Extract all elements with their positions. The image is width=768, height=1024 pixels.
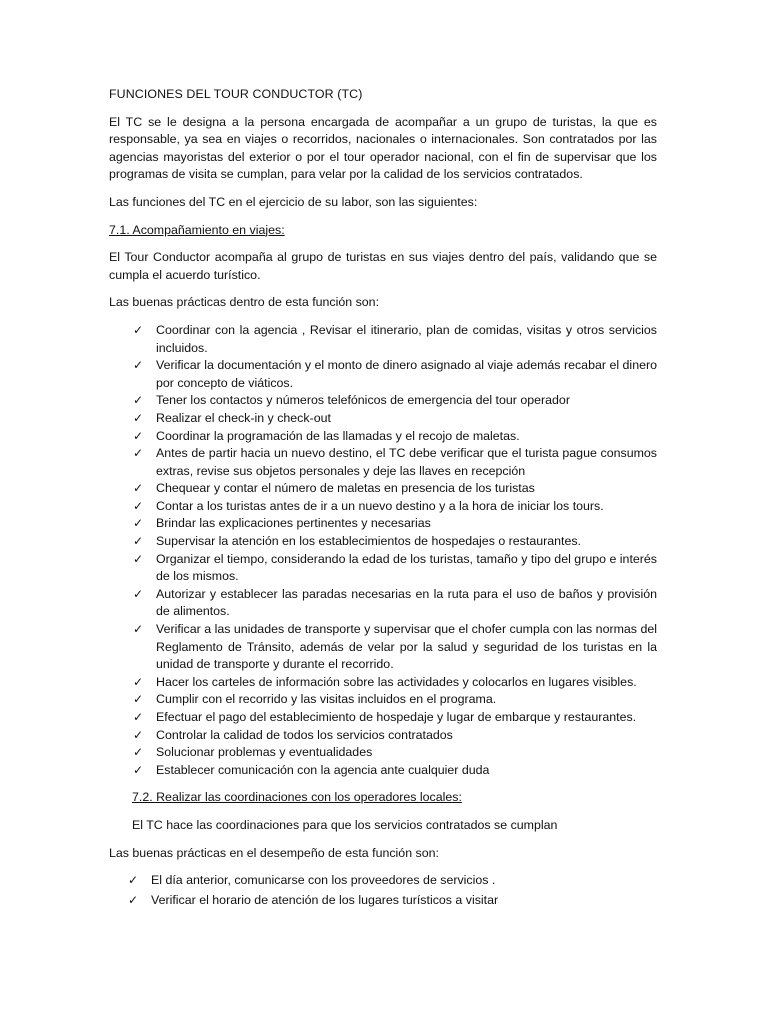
checklist-item-text: Autorizar y establecer las paradas necesarias en la ruta para el uso de baños y provisión de alimentos. <box>156 586 657 619</box>
intro-paragraph: El TC se le designa a la persona encargada de acompañar a un grupo de turistas, la que es responsable, ya sea en viajes o recorridos, nacionales o internacionales. Son contratados por las agencias mayoristas del exterior o por el tour operador nacional, con el fin de supervisar que los programas de visita se cumplan, para velar por la calidad de los servicios contratados. <box>109 114 657 182</box>
checklist-item-text: Verificar a las unidades de transporte y supervisar que el chofer cumpla con las normas del Reglamento de Tránsito, además de velar por la salud y seguridad de los turistas en la unidad de transporte y durante el recorrido. <box>156 622 657 672</box>
checklist-item <box>109 892 657 910</box>
checklist-item-text: Hacer los carteles de información sobre las actividades y colocarlos en lugares visibles. <box>156 674 637 689</box>
section1-practices-intro: Las buenas prácticas dentro de esta función son: <box>109 295 380 310</box>
checkmark-icon: ✓ <box>133 762 144 777</box>
checkmark-icon: ✓ <box>133 622 144 637</box>
checklist-item <box>109 533 657 551</box>
checklist-item <box>109 691 657 709</box>
checklist-item-text: Verificar la documentación y el monto de dinero asignado al viaje además recabar el dinero por concepto de viáticos. <box>156 358 657 390</box>
checkmark-icon: ✓ <box>133 481 144 496</box>
checklist-item <box>109 709 657 727</box>
checklist-item <box>109 674 657 692</box>
checklist-item-text: Chequear y contar el número de maletas en presencia de los turistas <box>156 481 535 496</box>
checkmark-icon: ✓ <box>133 710 144 724</box>
checklist-item-text: Efectuar el pago del establecimiento de hospedaje y lugar de embarque y restaurantes. <box>156 710 637 724</box>
section2-heading: 7.2. Realizar las coordinaciones con los operadores locales: <box>132 790 462 805</box>
checkmark-icon: ✓ <box>133 692 144 707</box>
checkmark-icon: ✓ <box>128 873 139 888</box>
section2-description: El TC hace las coordinaciones para que los servicios contratados se cumplan <box>132 817 558 832</box>
checklist-item-text: Coordinar con la agencia , Revisar el itinerario, plan de comidas, visitas y otros servicios incluidos. <box>156 322 657 355</box>
checklist-item-text: Brindar las explicaciones pertinentes y necesarias <box>156 516 431 531</box>
checkmark-icon: ✓ <box>133 358 144 373</box>
document-page <box>109 86 657 919</box>
checklist-item <box>109 428 657 446</box>
checkmark-icon: ✓ <box>133 551 144 566</box>
section2-checklist <box>109 872 657 909</box>
checklist-item <box>109 410 657 428</box>
checklist-item <box>109 872 657 890</box>
section1-checklist <box>109 322 657 779</box>
checkmark-icon: ✓ <box>133 534 144 549</box>
checklist-item <box>109 498 657 516</box>
checklist-item <box>109 762 657 780</box>
checklist-item <box>109 586 657 621</box>
checklist-item <box>109 357 657 392</box>
checklist-item <box>109 322 657 357</box>
section1-heading: 7.1. Acompañamiento en viajes: <box>109 222 285 237</box>
checklist-item-text: Realizar el check-in y check-out <box>156 410 331 425</box>
checkmark-icon: ✓ <box>133 674 144 689</box>
checklist-item-text: Contar a los turistas antes de ir a un nuevo destino y a la hora de iniciar los tours. <box>156 498 604 513</box>
checklist-item-text: Establecer comunicación con la agencia ante cualquier duda <box>156 762 490 777</box>
checklist-item-text: El día anterior, comunicarse con los proveedores de servicios . <box>151 873 496 888</box>
checklist-item <box>109 744 657 762</box>
checklist-item-text: Tener los contactos y números telefónicos de emergencia del tour operador <box>156 393 570 408</box>
checklist-item-text: Solucionar problemas y eventualidades <box>156 745 373 760</box>
document-title: FUNCIONES DEL TOUR CONDUCTOR (TC) <box>109 87 363 101</box>
checklist-item <box>109 515 657 533</box>
checklist-item <box>109 551 657 586</box>
checklist-item-text: Supervisar la atención en los establecimientos de hospedajes o restaurantes. <box>156 534 581 549</box>
checkmark-icon: ✓ <box>133 516 144 531</box>
checkmark-icon: ✓ <box>133 586 144 601</box>
checkmark-icon: ✓ <box>133 428 144 443</box>
checklist-item-text: Controlar la calidad de todos los servicios contratados <box>156 727 453 742</box>
checklist-item <box>109 480 657 498</box>
functions-intro: Las funciones del TC en el ejercicio de su labor, son las siguientes: <box>109 194 478 209</box>
checkmark-icon: ✓ <box>133 393 144 408</box>
section1-description: El Tour Conductor acompaña al grupo de turistas en sus viajes dentro del país, validando que se cumpla el acuerdo turístico. <box>109 250 657 282</box>
checklist-item-text: Antes de partir hacia un nuevo destino, el TC debe verificar que el turista pague consumos extras, revise sus objetos personales y deje las llaves en recepción <box>156 446 657 478</box>
checkmark-icon: ✓ <box>133 322 144 337</box>
section2-practices-intro: Las buenas prácticas en el desempeño de esta función son: <box>109 845 439 860</box>
checklist-item <box>109 392 657 410</box>
checklist-item <box>109 621 657 674</box>
checklist-item-text: Verificar el horario de atención de los lugares turísticos a visitar <box>151 892 499 907</box>
checklist-item <box>109 727 657 745</box>
checkmark-icon: ✓ <box>133 446 144 461</box>
checklist-item-text: Organizar el tiempo, considerando la edad de los turistas, tamaño y tipo del grupo e interés de los mismos. <box>156 551 657 584</box>
checklist-item-text: Coordinar la programación de las llamadas y el recojo de maletas. <box>156 428 520 443</box>
checklist-item <box>109 445 657 480</box>
checkmark-icon: ✓ <box>128 892 139 907</box>
checklist-item-text: Cumplir con el recorrido y las visitas incluidos en el programa. <box>156 692 497 707</box>
checkmark-icon: ✓ <box>133 410 144 425</box>
checkmark-icon: ✓ <box>133 727 144 742</box>
checkmark-icon: ✓ <box>133 745 144 760</box>
checkmark-icon: ✓ <box>133 498 144 513</box>
